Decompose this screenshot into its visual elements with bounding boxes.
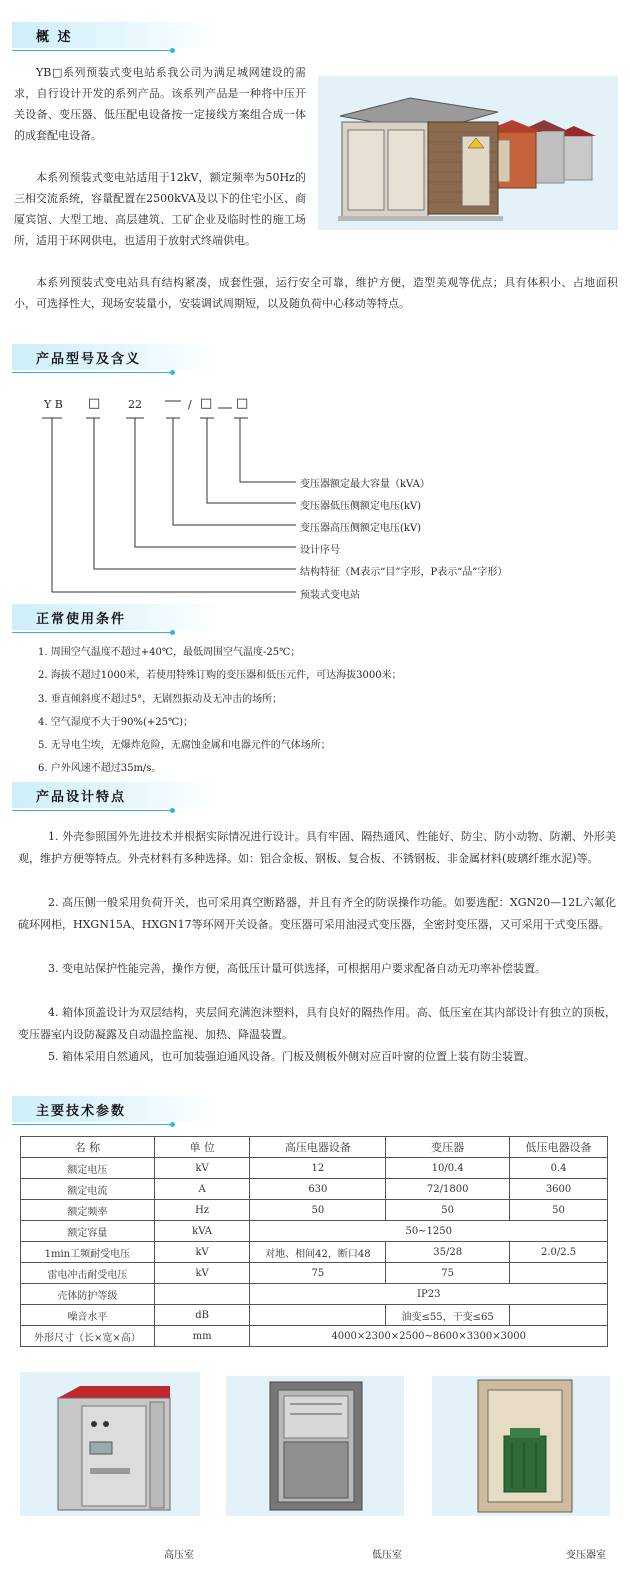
- feature-item-5: 5. 箱体采用自然通风，也可加装强迫通风设备。门板及侧板外侧对应百叶窗的位置上装有防尘装置。: [48, 1050, 535, 1063]
- table-cell: 雷电冲击耐受电压: [21, 1263, 155, 1284]
- caption-transformer-room: 变压器室: [566, 1550, 606, 1561]
- table-cell: 额定电流: [21, 1179, 155, 1200]
- section-title: 正常使用条件: [36, 612, 127, 627]
- condition-item: 4. 空气湿度不大于90%(+25℃)；: [38, 717, 194, 728]
- legend-capacity: 变压器额定最大容量（kVA）: [300, 479, 430, 490]
- section-underline: [12, 1124, 172, 1125]
- section-title: 产品设计特点: [36, 790, 127, 805]
- table-cell: 额定频率: [21, 1200, 155, 1221]
- table-cell: 4000×2300×2500~8600×3300×3000: [250, 1326, 608, 1347]
- table-cell: 3600: [510, 1179, 608, 1200]
- table-header-cell: 低压电器设备: [510, 1137, 608, 1158]
- model-code-box-3: □: [236, 396, 249, 411]
- table-row: [21, 1200, 608, 1221]
- table-cell: 35/28: [386, 1242, 510, 1263]
- section-title: 主要技术参数: [36, 1104, 127, 1119]
- table-cell: kV: [154, 1263, 250, 1284]
- feature-item-3: 3. 变电站保护性能完善，操作方便，高低压计量可供选择，可根据用户要求配备自动无功率补偿装置。: [48, 962, 546, 975]
- caption-high-voltage-room: 高压室: [164, 1550, 194, 1561]
- overview-paragraph-3: 本系列预装式变电站具有结构紧凑，成套性强，运行安全可靠，维护方便，造型美观等优点；具有体积小、占地面积小，可选择性大，现场安装量小，安装调试周期短，以及随负荷中心移动等特点。: [14, 276, 618, 310]
- table-cell: mm: [154, 1326, 250, 1347]
- table-header-cell: 名 称: [21, 1137, 155, 1158]
- transformer-room-illustration: [432, 1376, 610, 1516]
- table-cell: 630: [250, 1179, 386, 1200]
- table-cell: [154, 1284, 250, 1305]
- table-cell: 2.0/2.5: [510, 1242, 608, 1263]
- table-cell: 50: [386, 1200, 510, 1221]
- caption-low-voltage-room: 低压室: [372, 1550, 402, 1561]
- feature-item-1: 1. 外壳参照国外先进技术并根据实际情况进行设计。具有牢固、隔热通风、性能好、防尘、防小动物、防潮、外形美观，维护方便等特点。外壳材料有多种选择。如：铝合金板、钢板、复合板、不锈钢板、非金属材料(玻璃纤维水泥)等。: [18, 830, 616, 865]
- table-cell: 0.4: [510, 1158, 608, 1179]
- feature-item-2: 2. 高压侧一般采用负荷开关，也可采用真空断路器，并且有齐全的防误操作功能。如要选配：XGN20—12L六氟化硫环网柜，HXGN15A、HXGN17等环网开关设备。变压器可采用油浸式变压器，全密封变压器，又可采用干式变压器。: [18, 896, 616, 931]
- table-cell: kV: [154, 1242, 250, 1263]
- low-voltage-room-photo: [226, 1376, 404, 1516]
- model-code-slash: /: [188, 398, 192, 411]
- table-header-cell: 变压器: [386, 1137, 510, 1158]
- legend-structure: 结构特征（M表示“目”字形，P表示“品”字形）: [300, 567, 508, 578]
- table-cell: dB: [154, 1305, 250, 1326]
- section-title: 产品型号及含义: [36, 352, 142, 367]
- table-row: [21, 1305, 608, 1326]
- table-cell: IP23: [250, 1284, 608, 1305]
- feature-item-4: 4. 箱体顶盖设计为双层结构，夹层间充满泡沫塑料，具有良好的隔热作用。高、低压室在其内部设计有独立的顶板，变压器室内设防凝露及自动温控监视、加热、降温装置。: [18, 1006, 616, 1041]
- table-cell: 50~1250: [250, 1221, 608, 1242]
- transformer-room-photo: [432, 1376, 610, 1516]
- table-cell: 75: [250, 1263, 386, 1284]
- high-voltage-room-photo: [20, 1372, 200, 1516]
- high-voltage-room-illustration: [20, 1372, 200, 1516]
- table-cell: Hz: [154, 1200, 250, 1221]
- legend-design-serial: 设计序号: [300, 545, 340, 556]
- condition-item: 3. 垂直倾斜度不超过5°，无剧烈振动及无冲击的场所；: [38, 694, 283, 705]
- table-cell: 75: [386, 1263, 510, 1284]
- model-code-22: 22: [128, 398, 142, 411]
- model-code-box-1: □: [88, 396, 101, 411]
- section-underline: [12, 810, 172, 811]
- table-row: [21, 1263, 608, 1284]
- table-row: [21, 1221, 608, 1242]
- condition-item: 6. 户外风速不超过35m/s。: [38, 763, 162, 774]
- table-cell: 噪音水平: [21, 1305, 155, 1326]
- section-header-features: [12, 782, 222, 808]
- table-cell: 对地、相间42，断口48: [250, 1242, 386, 1263]
- table-cell: kVA: [154, 1221, 250, 1242]
- table-cell: 额定电压: [21, 1158, 155, 1179]
- table-cell: 额定容量: [21, 1221, 155, 1242]
- table-cell: 50: [250, 1200, 386, 1221]
- section-header-conditions: [12, 604, 222, 630]
- table-header-cell: 单 位: [154, 1137, 250, 1158]
- table-cell: 外形尺寸（长×宽×高）: [21, 1326, 155, 1347]
- table-cell: 1min工频耐受电压: [21, 1242, 155, 1263]
- table-cell: kV: [154, 1158, 250, 1179]
- table-header-row: [21, 1137, 608, 1158]
- overview-paragraph-1: YB□系列预装式变电站系我公司为满足城网建设的需求，自行设计开发的系列产品。该系列产品是一种将中压开关设备、变压器、低压配电设备按一定接线方案组合成一体的成套配电设备。: [14, 66, 306, 142]
- table-cell: 12: [250, 1158, 386, 1179]
- table-cell: 油变≤55，干变≤65: [386, 1305, 510, 1326]
- spec-table: [20, 1136, 608, 1347]
- legend-prefab-substation: 预装式变电站: [300, 590, 360, 601]
- condition-item: 5. 无导电尘埃，无爆炸危险，无腐蚀金属和电器元件的气体场所；: [38, 740, 331, 751]
- table-row: [21, 1284, 608, 1305]
- section-underline: [12, 632, 172, 633]
- model-code-box-2: □: [200, 396, 213, 411]
- low-voltage-room-illustration: [226, 1376, 404, 1516]
- model-code-yb: Y B: [44, 398, 63, 411]
- table-cell: [250, 1305, 386, 1326]
- table-cell: 壳体防护等级: [21, 1284, 155, 1305]
- legend-high-voltage: 变压器高压侧额定电压(kV): [300, 523, 422, 534]
- condition-item: 2. 海拔不超过1000米，若使用特殊订购的变压器和低压元件，可达海拔3000米；: [38, 670, 402, 681]
- table-cell: A: [154, 1179, 250, 1200]
- overview-paragraph-2: 本系列预装式变电站适用于12kV，额定频率为50Hz的三相交流系统，容量配置在2500kVA及以下的住宅小区、商厦宾馆、大型工地、高层建筑、工矿企业及临时性的施工场所，适用于环网供电，也适用于放射式终端供电。: [14, 171, 306, 247]
- table-row: [21, 1326, 608, 1347]
- legend-low-voltage: 变压器低压侧额定电压(kV): [300, 501, 422, 512]
- table-cell: [510, 1305, 608, 1326]
- table-cell: [510, 1263, 608, 1284]
- table-cell: 10/0.4: [386, 1158, 510, 1179]
- table-row: [21, 1179, 608, 1200]
- table-row: [21, 1242, 608, 1263]
- section-header-params: [12, 1096, 222, 1122]
- table-row: [21, 1158, 608, 1179]
- table-cell: 72/1800: [386, 1179, 510, 1200]
- condition-item: 1. 周围空气温度不超过+40℃，最低周围空气温度-25℃；: [38, 647, 301, 658]
- table-cell: 50: [510, 1200, 608, 1221]
- table-header-cell: 高压电器设备: [250, 1137, 386, 1158]
- section-title: 概 述: [36, 30, 73, 45]
